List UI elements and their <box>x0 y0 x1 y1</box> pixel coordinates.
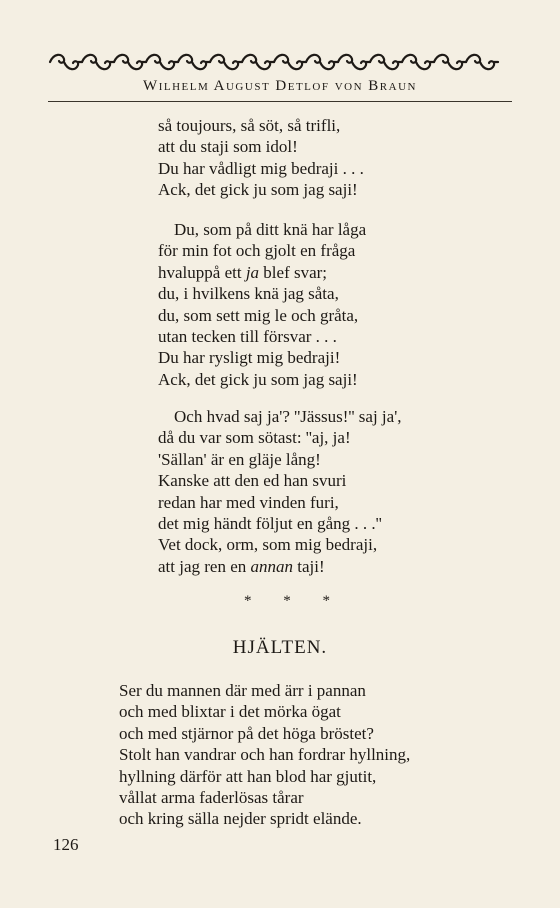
verse-line: Och hvad saj ja'? ''Jässus!'' saj ja', <box>174 407 402 426</box>
ornament-scroll <box>338 55 370 69</box>
verse-line <box>158 556 402 577</box>
verse-line: för min fot och gjolt en fråga <box>158 241 356 261</box>
ornament-scroll <box>146 55 178 69</box>
page-number: 126 <box>53 835 79 854</box>
verse-fragment: blef svar; <box>259 262 328 282</box>
poem-title: HJÄLTEN. <box>232 637 328 658</box>
ornament-scroll <box>402 55 434 69</box>
verse-line: Ack, det gick ju som jag saji! <box>158 180 358 200</box>
ornament-scroll <box>242 55 274 69</box>
verse-line: att du staji som idol! <box>158 137 298 157</box>
stanza-1 <box>158 115 364 201</box>
ornament-scroll <box>434 55 466 69</box>
italic-word: ja <box>245 262 260 282</box>
verse-line: Ser du mannen där med ärr i pannan <box>119 681 366 700</box>
verse-line <box>158 262 366 283</box>
ornament-scroll <box>306 55 338 69</box>
verse-fragment: att jag ren en <box>158 556 251 576</box>
verse-line: och kring sälla nejder spridt elände. <box>119 809 362 829</box>
verse-line: vållat arma faderlösas tårar <box>119 788 304 808</box>
verse-line: och med stjärnor på det höga bröstet? <box>119 723 374 743</box>
ornament-scroll <box>370 55 402 69</box>
verse-line: 'Sällan' är en gläje lång! <box>158 449 321 469</box>
verse-line: du, i hvilkens knä jag såta, <box>158 284 339 304</box>
verse-line: du, som sett mig le och gråta, <box>158 305 359 325</box>
verse-line: Vet dock, orm, som mig bedraji, <box>158 535 378 555</box>
decorative-border-ornament <box>48 50 512 74</box>
verse-fragment: taji! <box>293 556 325 576</box>
ornament-scroll <box>210 55 242 69</box>
italic-word: annan <box>250 556 294 576</box>
ornament-scroll <box>82 55 114 69</box>
verse-line: Du har rysligt mig bedraji! <box>158 348 341 368</box>
verse-line: utan tecken till försvar . . . <box>158 327 337 347</box>
verse-line: Du, som på ditt knä har låga <box>174 220 367 239</box>
stanza-2 <box>158 219 366 390</box>
ornament-scroll <box>274 55 306 69</box>
verse-line: så toujours, så söt, så trifli, <box>158 116 341 135</box>
ornament-scroll <box>466 55 498 69</box>
poem-body <box>119 680 410 830</box>
verse-line: då du var som sötast: ''aj, ja! <box>158 428 351 448</box>
verse-line: redan har med vinden furi, <box>158 492 339 512</box>
header-rule <box>48 101 512 102</box>
ornament-scroll <box>178 55 210 69</box>
verse-fragment: hvaluppå ett <box>158 262 246 282</box>
verse-line: Du har vådligt mig bedraji . . . <box>158 158 364 178</box>
verse-line: Kanske att den ed han svuri <box>158 471 347 491</box>
verse-line: det mig händt följut en gång . . .'' <box>158 514 382 534</box>
verse-line: Stolt han vandrar och han fordrar hyllning, <box>119 745 411 765</box>
verse-line: och med blixtar i det mörka ögat <box>119 702 341 722</box>
section-asterism: * * * <box>244 593 344 609</box>
verse-line: hyllning därför att han blod har gjutit, <box>119 766 377 786</box>
stanza-3 <box>158 406 402 577</box>
running-head: Wilhelm August Detlof von Braun <box>143 78 417 94</box>
ornament-scroll <box>50 55 82 69</box>
verse-line: Ack, det gick ju som jag saji! <box>158 369 358 389</box>
ornament-scroll <box>114 55 146 69</box>
